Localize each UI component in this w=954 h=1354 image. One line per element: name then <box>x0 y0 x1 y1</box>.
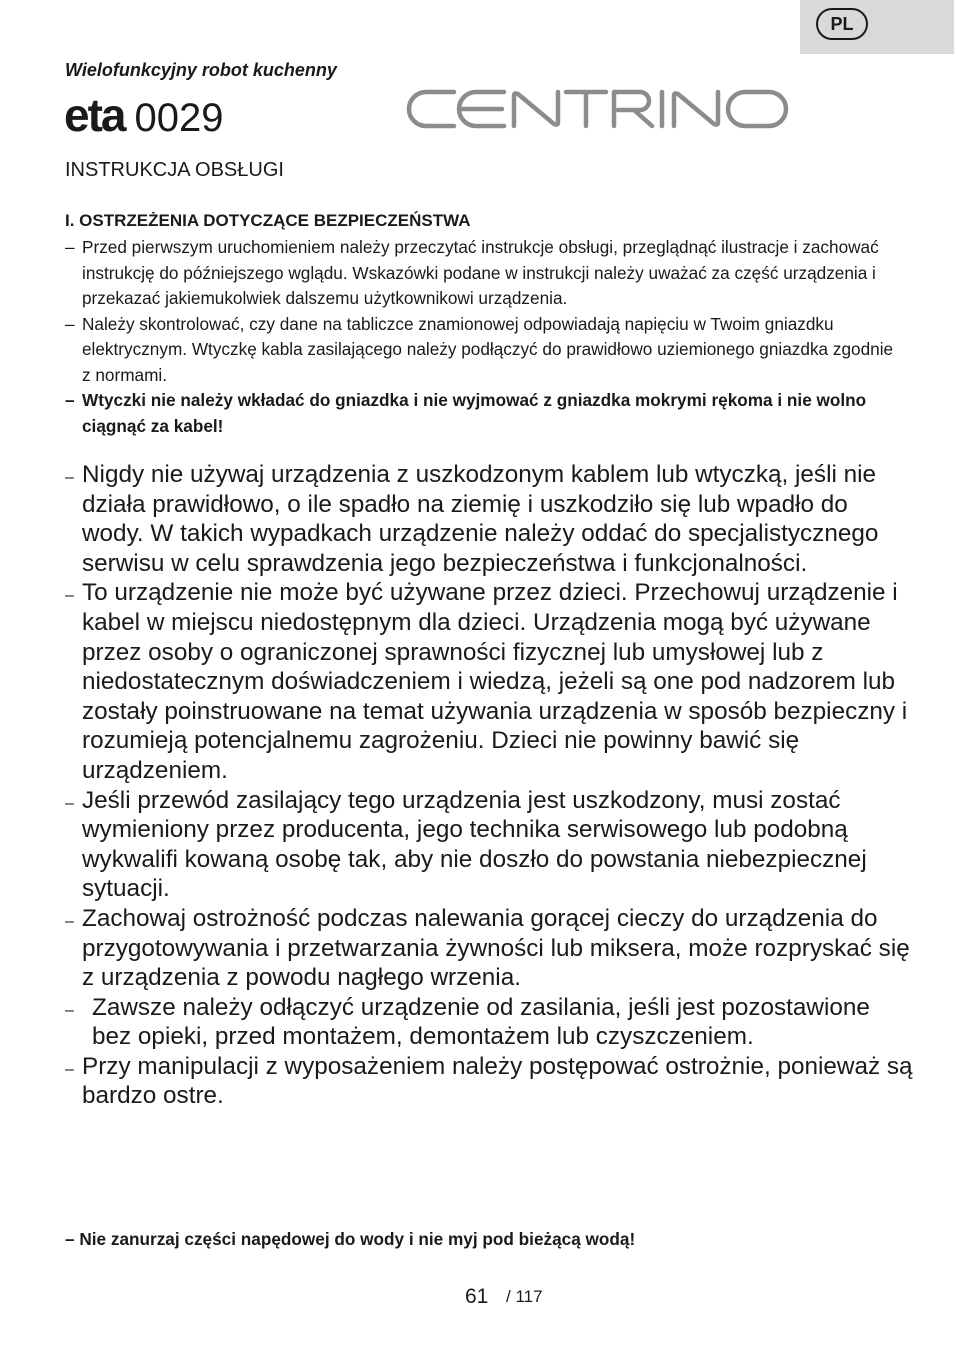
model-line <box>64 90 223 152</box>
warnings-list-small <box>65 235 905 439</box>
centrino-logo-graphic <box>404 86 794 132</box>
brand-name: eta <box>64 89 125 141</box>
page-total: / 117 <box>506 1287 543 1306</box>
dash-marker: – <box>65 794 74 812</box>
section-heading: I. OSTRZEŻENIA DOTYCZĄCE BEZPIECZEŃSTWA <box>65 211 471 230</box>
product-subtitle: Wielofunkcyjny robot kuchenny <box>65 60 337 80</box>
warning-text: Należy skontrolować, czy dane na tabliczce znamionowej odpowiadają napięciu w Twoim gniazdku elektrycznym. Wtyczkę kabla zasilającego należy podłączyć do prawidłowo uziemionego gniazdka zgodnie z normami. <box>82 313 894 385</box>
dash-marker: – <box>65 313 75 334</box>
page-number: 61 <box>465 1285 489 1308</box>
dash-marker: – <box>65 237 75 257</box>
model-number: 0029 <box>134 96 224 140</box>
warnings-list-large <box>65 460 915 1111</box>
warning-item <box>65 786 915 904</box>
warning-item-bold <box>65 388 905 439</box>
warning-text: Zachowaj ostrożność podczas nalewania gorącej cieczy do urządzenia do przygotowywania i przetwarzania żywności lub miksera, może rozpryskać się z urządzenia z powodu nagłego wrzenia. <box>82 904 910 992</box>
language-tab <box>800 0 954 54</box>
dash-marker: – <box>65 587 74 605</box>
warning-item <box>65 460 915 578</box>
warning-item <box>65 578 915 785</box>
warning-text: To urządzenie nie może być używane przez dzieci. Przechowuj urządzenie i kabel w miejscu niedostępnym dla dzieci. Urządzenia mogą być używane przez osoby o ograniczonej sprawności fizycznej lub umysłowej lub z niedostatecznym doświadczeniem i wiedzą, jeżeli są one pod nadzorem lub zostały poinstruowane na temat używania urządzenia w sposób bezpieczny i rozumieją potencjalnemu zagrożeniu. Dzieci nie powinny bawić się urządzeniem. <box>82 579 908 784</box>
dash-marker: – <box>65 469 74 486</box>
centrino-logo <box>404 86 794 137</box>
language-badge: PL <box>816 8 868 40</box>
warning-text: Przy manipulacji z wyposażeniem należy postępować ostrożnie, ponieważ są bardzo ostre. <box>82 1052 913 1110</box>
warning-item <box>65 235 905 312</box>
warning-text: Wtyczki nie należy wkładać do gniazdka i nie wyjmować z gniazdka mokrymi rękoma i nie wolno ciągnąć za kabel! <box>82 390 867 436</box>
warning-item <box>65 904 915 993</box>
document-title: INSTRUKCJA OBSŁUGI <box>65 159 284 181</box>
dash-marker: – <box>65 1060 74 1078</box>
warning-item <box>65 1052 915 1111</box>
final-warning: – Nie zanurzaj części napędowej do wody i nie myj pod bieżącą wodą! <box>65 1229 636 1249</box>
warning-text: Zawsze należy odłączyć urządzenie od zasilania, jeśli jest pozostawione bez opieki, przed montażem, demontażem lub czyszczeniem. <box>92 993 870 1051</box>
dash-marker: – <box>65 912 74 930</box>
warning-text: Jeśli przewód zasilający tego urządzenia jest uszkodzony, musi zostać wymieniony przez producenta, jego technika serwisowego lub podobną wykwalifi kowaną osobę tak, aby nie doszło do powstania niebezpiecznej sytuacji. <box>82 786 867 903</box>
warning-item <box>65 312 905 389</box>
warning-text: Przed pierwszym uruchomieniem należy przeczytać instrukcje obsługi, przeglądnąć ilustracje i zachować instrukcję do późniejszego wglądu. Wskazówki podane w instrukcji należy uważać za część urządzenia i przekazać jakiemukolwiek dalszemu użytkownikowi urządzenia. <box>82 237 879 308</box>
dash-marker: – <box>65 1001 74 1019</box>
warning-item <box>65 993 915 1052</box>
dash-marker: – <box>65 390 75 410</box>
warning-text: Nigdy nie używaj urządzenia z uszkodzonym kablem lub wtyczką, jeśli nie działa prawidłowo, o ile spadło na ziemię i uszkodziło się lub wpadło do wody. W takich wypadkach urządzenie należy oddać do specjalistycznego serwisu w celu sprawdzenia jego bezpieczeństwa i funkcjonalności. <box>82 461 879 577</box>
